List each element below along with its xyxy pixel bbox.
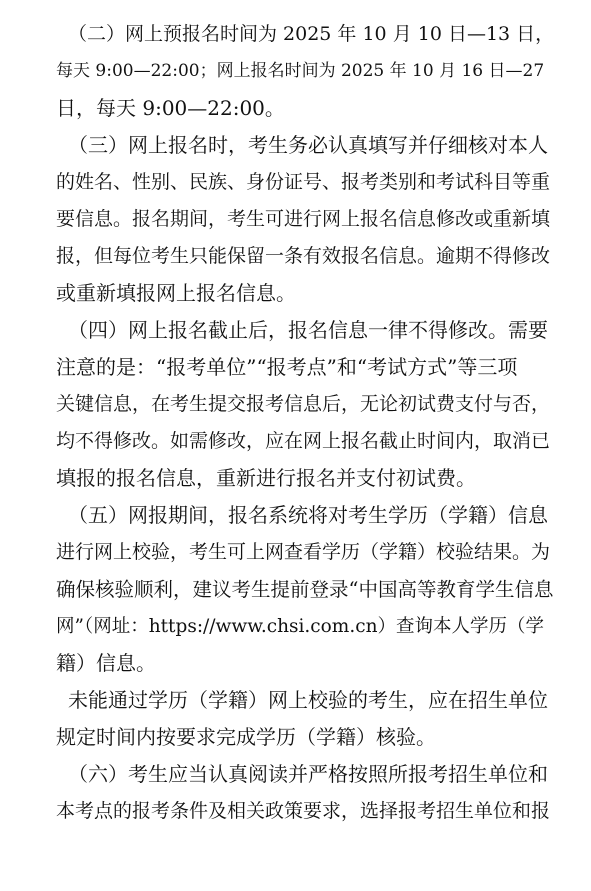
document-page (56, 16, 556, 830)
text-line: 的姓名、性别、民族、身份证号、报考类别和考试科目等重 (56, 171, 551, 193)
paragraph-read-requirements (56, 756, 556, 830)
text-line: （五）网报期间，报名系统将对考生学历（学籍）信息 (68, 503, 548, 527)
text-line: （四）网上报名截止后，报名信息一律不得修改。需要 (68, 318, 548, 342)
paragraph-after-deadline (56, 312, 556, 497)
text-line: 每天 9:00—22:00；网上报名时间为 2025 年 10 月 16 日—27 (56, 61, 545, 81)
text-line: （二）网上预报名时间为 2025 年 10 月 10 日—13 日， (68, 23, 555, 45)
text-line: 均不得修改。如需修改，应在网上报名截止时间内，取消已 (56, 430, 551, 452)
text-line: （三）网上报名时，考生务必认真填写并仔细核对本人 (68, 133, 548, 157)
text-line: 日，每天 9:00—22:00。 (56, 96, 285, 120)
text-line: 籍）信息。 (56, 651, 156, 675)
paragraph-fill-in-information (56, 127, 556, 312)
text-line: 或重新填报网上报名信息。 (56, 281, 296, 305)
text-line: 本考点的报考条件及相关政策要求，选择报考招生单位和报 (56, 800, 551, 822)
text-line: 要信息。报名期间，考生可进行网上报名信息修改或重新填 (56, 208, 551, 230)
text-line: 网”（网址：https://www.chsi.com.cn）查询本人学历（学 (56, 616, 544, 637)
paragraph-education-verification (56, 497, 556, 682)
text-line: 确保核验顺利，建议考生提前登录“中国高等教育学生信息 (56, 578, 554, 601)
text-line: 报，但每位考生只能保留一条有效报名信息。逾期不得修改 (56, 245, 551, 267)
text-line: 填报的报名信息，重新进行报名并支付初试费。 (56, 466, 476, 490)
text-line: 规定时间内按要求完成学历（学籍）核验。 (56, 725, 436, 749)
text-line: 进行网上校验，考生可上网查看学历（学籍）校验结果。为 (56, 541, 551, 563)
text-line: 注意的是：“报考单位”“报考点”和“考试方式”等三项 (56, 355, 518, 379)
text-line: （六）考生应当认真阅读并严格按照所报考招生单位和 (68, 762, 548, 786)
text-line: 关键信息，在考生提交报考信息后，无论初试费支付与否， (56, 393, 551, 415)
text-line: 未能通过学历（学籍）网上校验的考生，应在招生单位 (68, 688, 548, 712)
paragraph-online-registration-time (56, 16, 556, 127)
paragraph-failed-verification (56, 682, 556, 756)
